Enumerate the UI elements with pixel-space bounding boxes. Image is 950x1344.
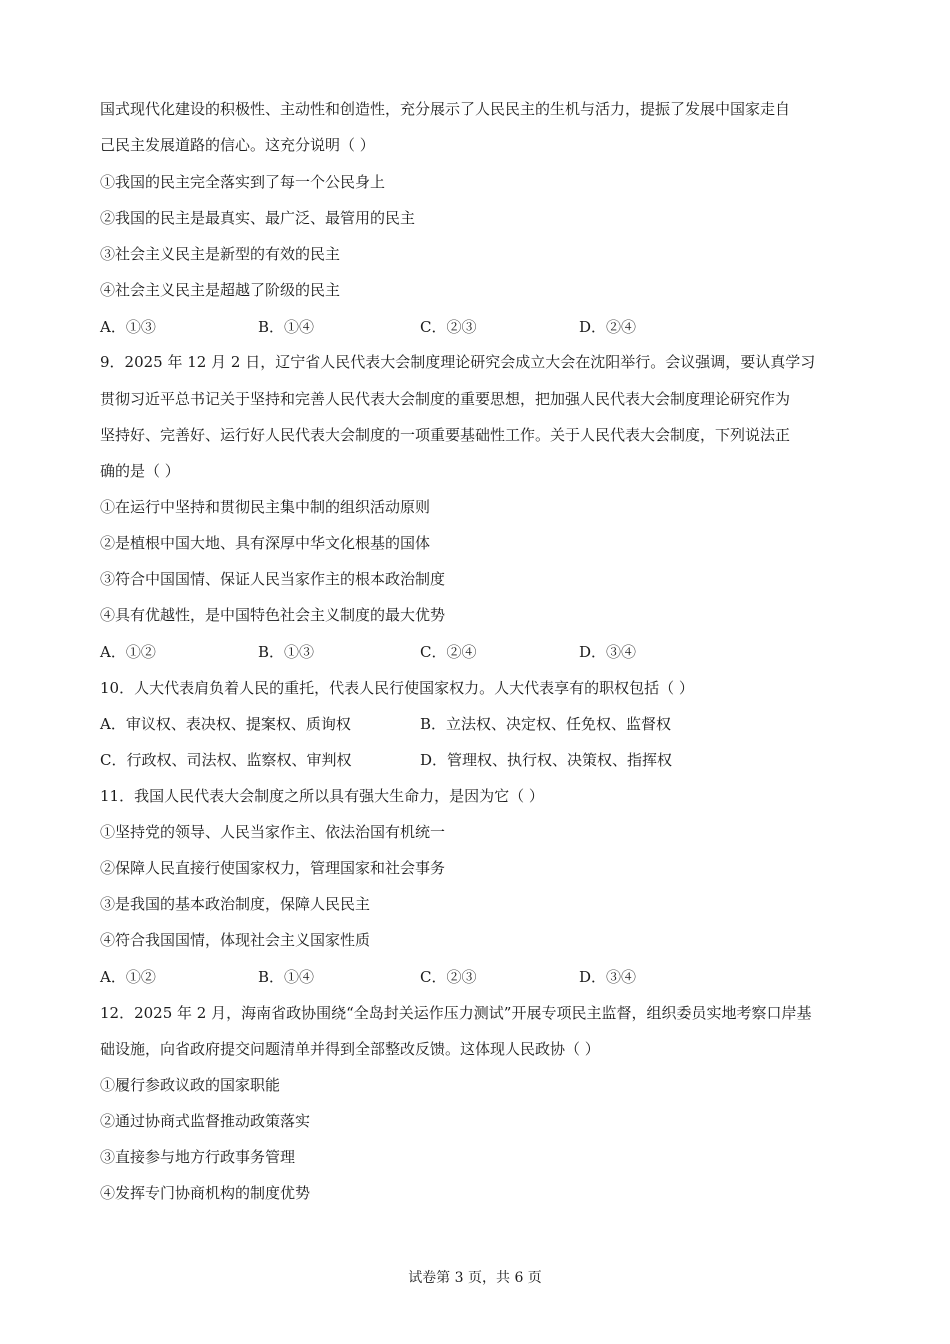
q10-option-d: D．管理权、执行权、决策权、指挥权 (420, 751, 673, 769)
q8-option-a: A．①③ (100, 318, 156, 336)
q8-stem-line2: 己民主发展道路的信心。这充分说明（ ） (100, 136, 375, 154)
q11-option-b: B．①④ (258, 968, 315, 986)
q9-stem-line1: 9．2025 年 12 月 2 日，辽宁省人民代表大会制度理论研究会成立大会在沈阳举行。会议强调，要认真学习 (100, 353, 816, 371)
q9-option-a: A．①② (100, 643, 156, 661)
q9-stem-line2: 贯彻习近平总书记关于坚持和完善人民代表大会制度的重要思想，把加强人民代表大会制度理论研究作为 (100, 390, 791, 408)
q11-statement-4: ④符合我国国情，体现社会主义国家性质 (100, 931, 371, 949)
q11-option-c: C．②③ (420, 968, 477, 986)
q12-statement-3: ③直接参与地方行政事务管理 (100, 1148, 296, 1166)
q11-statement-3: ③是我国的基本政治制度，保障人民民主 (100, 895, 371, 913)
q11-option-a: A．①② (100, 968, 156, 986)
q11-option-d: D．③④ (579, 968, 637, 986)
q10-option-c: C．行政权、司法权、监察权、审判权 (100, 751, 352, 769)
q9-stem-line3: 坚持好、完善好、运行好人民代表大会制度的一项重要基础性工作。关于人民代表大会制度，下列说法正 (100, 426, 791, 444)
q9-statement-4: ④具有优越性，是中国特色社会主义制度的最大优势 (100, 606, 446, 624)
q9-statement-1: ①在运行中坚持和贯彻民主集中制的组织活动原则 (100, 498, 431, 516)
q9-option-b: B．①③ (258, 643, 315, 661)
q8-statement-4: ④社会主义民主是超越了阶级的民主 (100, 281, 341, 299)
q10-option-b: B．立法权、决定权、任免权、监督权 (420, 715, 672, 733)
q12-stem-line2: 础设施，向省政府提交问题清单并得到全部整改反馈。这体现人民政协（ ） (100, 1040, 600, 1058)
q12-statement-1: ①履行参政议政的国家职能 (100, 1076, 281, 1094)
q8-stem-line1: 国式现代化建设的积极性、主动性和创造性，充分展示了人民民主的生机与活力，提振了发展中国家走自 (100, 100, 791, 118)
q11-statement-2: ②保障人民直接行使国家权力，管理国家和社会事务 (100, 859, 446, 877)
q8-option-c: C．②③ (420, 318, 477, 336)
q8-statement-1: ①我国的民主完全落实到了每一个公民身上 (100, 173, 386, 191)
q8-option-d: D．②④ (579, 318, 637, 336)
page-footer: 试卷第 3 页，共 6 页 (408, 1270, 542, 1286)
q9-statement-2: ②是植根中国大地、具有深厚中华文化根基的国体 (100, 534, 431, 552)
q8-statement-3: ③社会主义民主是新型的有效的民主 (100, 245, 341, 263)
q9-option-d: D．③④ (579, 643, 637, 661)
q11-statement-1: ①坚持党的领导、人民当家作主、依法治国有机统一 (100, 823, 446, 841)
q12-statement-4: ④发挥专门协商机构的制度优势 (100, 1184, 311, 1202)
q12-stem-line1: 12．2025 年 2 月，海南省政协围绕“全岛封关运作压力测试”开展专项民主监督，组织委员实地考察口岸基 (100, 1004, 812, 1022)
q9-option-c: C．②④ (420, 643, 477, 661)
q9-stem-line4: 确的是（ ） (100, 462, 180, 480)
q12-statement-2: ②通过协商式监督推动政策落实 (100, 1112, 311, 1130)
q8-option-b: B．①④ (258, 318, 315, 336)
q10-option-a: A．审议权、表决权、提案权、质询权 (100, 715, 351, 733)
q8-statement-2: ②我国的民主是最真实、最广泛、最管用的民主 (100, 209, 416, 227)
q9-statement-3: ③符合中国国情、保证人民当家作主的根本政治制度 (100, 570, 446, 588)
q11-stem: 11．我国人民代表大会制度之所以具有强大生命力，是因为它（ ） (100, 787, 544, 805)
q10-stem: 10．人大代表肩负着人民的重托，代表人民行使国家权力。人大代表享有的职权包括（ ） (100, 679, 694, 697)
